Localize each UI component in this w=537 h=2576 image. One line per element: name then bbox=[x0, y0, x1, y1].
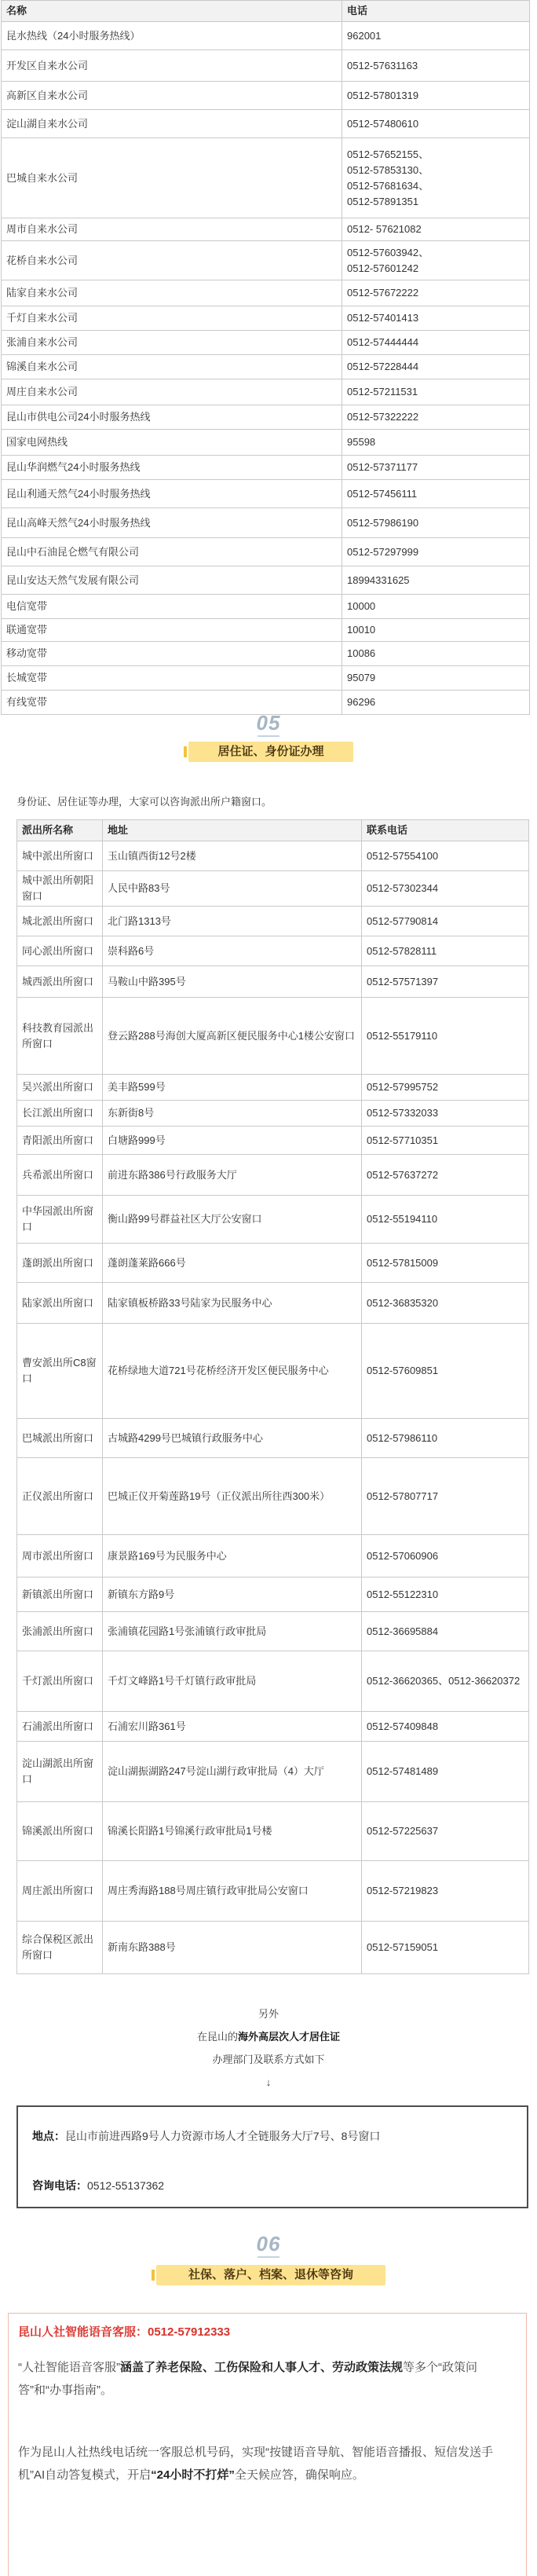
talent-location bbox=[32, 2127, 517, 2145]
station-address: 东新街8号 bbox=[103, 1101, 362, 1127]
voice-service-box bbox=[8, 2313, 527, 2576]
station-name: 曹安派出所C8窗口 bbox=[17, 1324, 103, 1419]
utility-phone: 0512- 57621082 bbox=[347, 223, 422, 235]
station-row bbox=[17, 907, 529, 936]
station-row bbox=[17, 1127, 529, 1155]
station-name: 张浦派出所窗口 bbox=[17, 1612, 103, 1651]
station-name: 千灯派出所窗口 bbox=[17, 1651, 103, 1712]
utility-phone-cell bbox=[342, 218, 530, 241]
p2-text-c: 全天候应答，确保响应。 bbox=[234, 2468, 364, 2482]
section-05-number: 05 bbox=[0, 711, 537, 737]
utility-row bbox=[2, 566, 530, 595]
station-row bbox=[17, 966, 529, 998]
utility-name: 有线宽带 bbox=[2, 691, 342, 715]
utility-name: 陆家自来水公司 bbox=[2, 280, 342, 306]
station-address: 人民中路83号 bbox=[103, 871, 362, 907]
station-name: 城中派出所窗口 bbox=[17, 841, 103, 871]
voice-service-paragraph-1 bbox=[18, 2356, 517, 2402]
station-phone: 0512-57481489 bbox=[362, 1742, 529, 1802]
station-row bbox=[17, 1075, 529, 1101]
utility-name: 锦溪自来水公司 bbox=[2, 355, 342, 379]
station-address: 淀山湖振湖路247号淀山湖行政审批局（4）大厅 bbox=[103, 1742, 362, 1802]
utility-header-row bbox=[2, 1, 530, 22]
station-name: 周庄派出所窗口 bbox=[17, 1861, 103, 1922]
utility-phone: 0512-57456111 bbox=[347, 487, 418, 500]
p1-text-a: “人社智能语音客服” bbox=[18, 2361, 120, 2374]
utility-table-body bbox=[2, 22, 530, 715]
station-address: 张浦镇花园路1号张浦镇行政审批局 bbox=[103, 1612, 362, 1651]
note-line-1: 另外 bbox=[258, 2008, 279, 2020]
station-name: 淀山湖派出所窗口 bbox=[17, 1742, 103, 1802]
station-phone: 0512-57790814 bbox=[362, 907, 529, 936]
utility-phone: 96296 bbox=[347, 696, 376, 708]
utility-phone: 0512-57322222 bbox=[347, 411, 419, 423]
utility-row bbox=[2, 280, 530, 306]
station-phone: 0512-57571397 bbox=[362, 966, 529, 998]
station-phone: 0512-57637272 bbox=[362, 1155, 529, 1196]
utility-name: 昆水热线（24小时服务热线） bbox=[2, 22, 342, 50]
utility-name: 长城宽带 bbox=[2, 666, 342, 691]
utility-name: 昆山高峰天然气24小时服务热线 bbox=[2, 508, 342, 538]
station-row bbox=[17, 1861, 529, 1922]
utility-row bbox=[2, 538, 530, 566]
station-name: 石浦派出所窗口 bbox=[17, 1712, 103, 1742]
utility-phone-cell bbox=[342, 480, 530, 508]
utility-phone: 0512-57444444 bbox=[347, 336, 419, 348]
utility-phone-cell bbox=[342, 138, 530, 218]
utility-phone: 10000 bbox=[347, 600, 376, 612]
utility-phone-cell bbox=[342, 595, 530, 619]
talent-phone bbox=[32, 2177, 517, 2194]
station-name: 新镇派出所窗口 bbox=[17, 1577, 103, 1612]
utility-phone-cell bbox=[342, 642, 530, 666]
station-row bbox=[17, 841, 529, 871]
station-row bbox=[17, 1419, 529, 1458]
station-phone: 0512-57995752 bbox=[362, 1075, 529, 1101]
station-phone: 0512-57159051 bbox=[362, 1922, 529, 1974]
note-line-3: 办理部门及联系方式如下 bbox=[212, 2054, 325, 2065]
station-address: 北门路1313号 bbox=[103, 907, 362, 936]
station-name: 城北派出所窗口 bbox=[17, 907, 103, 936]
station-address: 崇科路6号 bbox=[103, 936, 362, 966]
location-value: 昆山市前进西路9号人力资源市场人才全链服务大厅7号、8号窗口 bbox=[65, 2130, 381, 2142]
utility-phone: 962001 bbox=[347, 29, 382, 42]
utility-phone: 0512-57603942、 bbox=[347, 246, 429, 258]
utility-phone-cell bbox=[342, 430, 530, 456]
utility-row bbox=[2, 50, 530, 82]
station-name: 正仪派出所窗口 bbox=[17, 1458, 103, 1535]
utility-name: 张浦自来水公司 bbox=[2, 331, 342, 355]
utility-row bbox=[2, 306, 530, 331]
utility-phone-cell bbox=[342, 456, 530, 480]
utility-row bbox=[2, 480, 530, 508]
station-phone: 0512-57609851 bbox=[362, 1324, 529, 1419]
station-row bbox=[17, 1612, 529, 1651]
utility-name: 巴城自来水公司 bbox=[2, 138, 342, 218]
utility-phone: 0512-57211531 bbox=[347, 386, 418, 398]
station-phone: 0512-57828111 bbox=[362, 936, 529, 966]
utility-row bbox=[2, 379, 530, 405]
station-address: 美丰路599号 bbox=[103, 1075, 362, 1101]
consult-phone-label: 咨询电话： bbox=[32, 2179, 87, 2192]
station-phone: 0512-36620365、0512-36620372 bbox=[362, 1651, 529, 1712]
utility-name: 花桥自来水公司 bbox=[2, 241, 342, 280]
station-name: 科技教育园派出所窗口 bbox=[17, 998, 103, 1075]
station-name: 巴城派出所窗口 bbox=[17, 1419, 103, 1458]
station-address: 石浦宏川路361号 bbox=[103, 1712, 362, 1742]
station-address: 千灯文峰路1号千灯镇行政审批局 bbox=[103, 1651, 362, 1712]
utility-row bbox=[2, 138, 530, 218]
station-address: 康景路169号为民服务中心 bbox=[103, 1535, 362, 1577]
police-station-table bbox=[16, 819, 529, 1974]
utility-phone: 0512-57672222 bbox=[347, 287, 419, 299]
utility-name: 淀山湖自来水公司 bbox=[2, 110, 342, 138]
p1-text-c: 等多个“政策问答”和“办事指南”。 bbox=[18, 2361, 478, 2397]
station-name: 蓬朗派出所窗口 bbox=[17, 1244, 103, 1283]
station-phone: 0512-36695884 bbox=[362, 1612, 529, 1651]
station-phone: 0512-57225637 bbox=[362, 1802, 529, 1861]
station-phone: 0512-57060906 bbox=[362, 1535, 529, 1577]
utility-phone-cell bbox=[342, 508, 530, 538]
p2-text-a: 作为昆山人社热线电话统一客服总机号码，实现“按键语音导航、智能语音播报、短信发送手机”AI自动答复模式，开启 bbox=[18, 2446, 493, 2482]
utility-phone: 10086 bbox=[347, 647, 376, 659]
station-row bbox=[17, 1244, 529, 1283]
utility-phone-cell bbox=[342, 50, 530, 82]
utility-name: 联通宽带 bbox=[2, 619, 342, 642]
utility-row bbox=[2, 508, 530, 538]
utility-row bbox=[2, 642, 530, 666]
utility-phone-cell bbox=[342, 619, 530, 642]
utility-header-name: 名称 bbox=[2, 1, 342, 22]
station-row bbox=[17, 998, 529, 1075]
utility-row bbox=[2, 430, 530, 456]
station-row bbox=[17, 1458, 529, 1535]
utility-name: 昆山安达天然气发展有限公司 bbox=[2, 566, 342, 595]
station-address: 登云路288号海创大厦高新区便民服务中心1楼公安窗口 bbox=[103, 998, 362, 1075]
talent-residence-box bbox=[16, 2105, 528, 2208]
utility-phone-cell bbox=[342, 82, 530, 110]
utility-phone: 10010 bbox=[347, 624, 376, 636]
station-name: 周市派出所窗口 bbox=[17, 1535, 103, 1577]
station-row bbox=[17, 1577, 529, 1612]
utility-phone-cell bbox=[342, 355, 530, 379]
utility-row bbox=[2, 405, 530, 430]
station-row bbox=[17, 1712, 529, 1742]
station-address: 白塘路999号 bbox=[103, 1127, 362, 1155]
station-row bbox=[17, 1324, 529, 1419]
section-06-title: 社保、落户、档案、退休等咨询 bbox=[156, 2265, 385, 2285]
station-phone: 0512-57554100 bbox=[362, 841, 529, 871]
utility-name: 昆山利通天然气24小时服务热线 bbox=[2, 480, 342, 508]
station-address: 马鞍山中路395号 bbox=[103, 966, 362, 998]
utility-row bbox=[2, 331, 530, 355]
station-header-phone: 联系电话 bbox=[362, 820, 529, 841]
station-name: 综合保税区派出所窗口 bbox=[17, 1922, 103, 1974]
utility-phone: 0512-57986190 bbox=[347, 516, 419, 529]
p1-text-bold: 涵盖了养老保险、工伤保险和人事人才、劳动政策法规 bbox=[120, 2361, 404, 2374]
utility-name: 电信宽带 bbox=[2, 595, 342, 619]
station-phone: 0512-57986110 bbox=[362, 1419, 529, 1458]
utility-phone-cell bbox=[342, 566, 530, 595]
utility-phone: 18994331625 bbox=[347, 573, 410, 586]
station-address: 衡山路99号群益社区大厅公安窗口 bbox=[103, 1196, 362, 1244]
station-header-name: 派出所名称 bbox=[17, 820, 103, 841]
utility-header-phone: 电话 bbox=[342, 1, 530, 22]
station-name: 长江派出所窗口 bbox=[17, 1101, 103, 1127]
station-header-row bbox=[17, 820, 529, 841]
utility-name: 昆山中石油昆仑燃气有限公司 bbox=[2, 538, 342, 566]
station-phone: 0512-57409848 bbox=[362, 1712, 529, 1742]
utility-phone-cell bbox=[342, 306, 530, 331]
utility-phone: 0512-57681634、 bbox=[347, 179, 429, 192]
station-row bbox=[17, 1802, 529, 1861]
utility-phone-cell bbox=[342, 405, 530, 430]
station-address: 锦溪长阳路1号锦溪行政审批局1号楼 bbox=[103, 1802, 362, 1861]
utility-name: 国家电网热线 bbox=[2, 430, 342, 456]
utility-row bbox=[2, 110, 530, 138]
utility-phone: 0512-57652155、 bbox=[347, 148, 429, 160]
voice-service-heading: 昆山人社智能语音客服：0512-57912333 bbox=[18, 2325, 231, 2339]
utility-name: 昆山华润燃气24小时服务热线 bbox=[2, 456, 342, 480]
p2-text-bold: “24小时不打烊” bbox=[151, 2468, 235, 2482]
down-arrow-icon: ↓ bbox=[265, 2076, 272, 2088]
station-name: 锦溪派出所窗口 bbox=[17, 1802, 103, 1861]
station-row bbox=[17, 1535, 529, 1577]
station-address: 陆家镇板桥路33号陆家为民服务中心 bbox=[103, 1283, 362, 1324]
utility-name: 千灯自来水公司 bbox=[2, 306, 342, 331]
station-row bbox=[17, 1742, 529, 1802]
station-phone: 0512-55194110 bbox=[362, 1196, 529, 1244]
station-phone: 0512-57332033 bbox=[362, 1101, 529, 1127]
station-name: 城西派出所窗口 bbox=[17, 966, 103, 998]
utility-row bbox=[2, 355, 530, 379]
station-phone: 0512-57815009 bbox=[362, 1244, 529, 1283]
utility-row bbox=[2, 595, 530, 619]
station-name: 城中派出所朝阳窗口 bbox=[17, 871, 103, 907]
station-table-body bbox=[17, 841, 529, 1974]
utility-phone: 0512-57228444 bbox=[347, 361, 419, 372]
station-row bbox=[17, 1196, 529, 1244]
voice-service-paragraph-2 bbox=[18, 2441, 517, 2486]
station-row bbox=[17, 1651, 529, 1712]
station-row bbox=[17, 1283, 529, 1324]
utility-row bbox=[2, 619, 530, 642]
utility-row bbox=[2, 22, 530, 50]
station-address: 巴城正仪开菊莲路19号（正仪派出所往西300米） bbox=[103, 1458, 362, 1535]
station-name: 中华园派出所窗口 bbox=[17, 1196, 103, 1244]
station-address: 新南东路388号 bbox=[103, 1922, 362, 1974]
station-address: 玉山镇西街12号2楼 bbox=[103, 841, 362, 871]
utility-name: 移动宽带 bbox=[2, 642, 342, 666]
station-phone: 0512-57710351 bbox=[362, 1127, 529, 1155]
station-name: 同心派出所窗口 bbox=[17, 936, 103, 966]
station-row bbox=[17, 1155, 529, 1196]
utility-row bbox=[2, 666, 530, 691]
station-row bbox=[17, 871, 529, 907]
utility-phone-cell bbox=[342, 331, 530, 355]
station-phone: 0512-57807717 bbox=[362, 1458, 529, 1535]
station-phone: 0512-55122310 bbox=[362, 1577, 529, 1612]
utility-phone-cell bbox=[342, 110, 530, 138]
utility-phone-cell bbox=[342, 22, 530, 50]
location-label: 地点： bbox=[32, 2130, 65, 2142]
station-address: 新镇东方路9号 bbox=[103, 1577, 362, 1612]
utility-phone-cell bbox=[342, 241, 530, 280]
station-address: 前进东路386号行政服务大厅 bbox=[103, 1155, 362, 1196]
station-row bbox=[17, 1101, 529, 1127]
utility-phone: 95598 bbox=[347, 436, 376, 448]
utility-phone-cell bbox=[342, 280, 530, 306]
station-address: 古城路4299号巴城镇行政服务中心 bbox=[103, 1419, 362, 1458]
utility-phone: 0512-57631163 bbox=[347, 59, 418, 71]
utility-name: 昆山市供电公司24小时服务热线 bbox=[2, 405, 342, 430]
station-address: 蓬朗蓬莱路666号 bbox=[103, 1244, 362, 1283]
station-header-address: 地址 bbox=[103, 820, 362, 841]
consult-phone-value: 0512-55137362 bbox=[87, 2179, 165, 2192]
utility-phone: 0512-57371177 bbox=[347, 461, 418, 473]
note-line-2-prefix: 在昆山的 bbox=[196, 2031, 238, 2043]
station-phone: 0512-57219823 bbox=[362, 1861, 529, 1922]
utility-name: 周庄自来水公司 bbox=[2, 379, 342, 405]
utility-name: 周市自来水公司 bbox=[2, 218, 342, 241]
utility-phone: 0512-57801319 bbox=[347, 89, 419, 101]
station-name: 吴兴派出所窗口 bbox=[17, 1075, 103, 1101]
note-line-2 bbox=[0, 2025, 537, 2048]
utility-phone: 0512-57601242 bbox=[347, 262, 419, 274]
station-name: 兵希派出所窗口 bbox=[17, 1155, 103, 1196]
utility-row bbox=[2, 218, 530, 241]
note-line-2-bold: 海外高层次人才居住证 bbox=[238, 2031, 341, 2043]
section-05-title: 居住证、身份证办理 bbox=[188, 742, 353, 762]
station-phone: 0512-55179110 bbox=[362, 998, 529, 1075]
utility-name: 开发区自来水公司 bbox=[2, 50, 342, 82]
station-address: 周庄秀海路188号周庄镇行政审批局公安窗口 bbox=[103, 1861, 362, 1922]
utility-phone: 0512-57853130、 bbox=[347, 163, 429, 176]
utility-phone-table bbox=[1, 0, 530, 715]
utility-phone: 95079 bbox=[347, 672, 376, 683]
utility-phone: 0512-57891351 bbox=[347, 195, 419, 207]
utility-phone: 0512-57297999 bbox=[347, 545, 419, 558]
talent-note bbox=[0, 2003, 537, 2094]
utility-row bbox=[2, 241, 530, 280]
utility-row bbox=[2, 456, 530, 480]
station-row bbox=[17, 936, 529, 966]
station-phone: 0512-57302344 bbox=[362, 871, 529, 907]
utility-phone-cell bbox=[342, 379, 530, 405]
utility-phone: 0512-57480610 bbox=[347, 117, 419, 130]
station-phone: 0512-36835320 bbox=[362, 1283, 529, 1324]
station-name: 青阳派出所窗口 bbox=[17, 1127, 103, 1155]
station-address: 花桥绿地大道721号花桥经济开发区便民服务中心 bbox=[103, 1324, 362, 1419]
utility-phone-cell bbox=[342, 666, 530, 691]
utility-name: 高新区自来水公司 bbox=[2, 82, 342, 110]
utility-phone-cell bbox=[342, 538, 530, 566]
station-row bbox=[17, 1922, 529, 1974]
section-05-intro: 身份证、居住证等办理，大家可以咨询派出所户籍窗口。 bbox=[16, 796, 272, 808]
utility-phone: 0512-57401413 bbox=[347, 312, 419, 324]
utility-row bbox=[2, 82, 530, 110]
station-name: 陆家派出所窗口 bbox=[17, 1283, 103, 1324]
section-06-number: 06 bbox=[0, 2232, 537, 2258]
